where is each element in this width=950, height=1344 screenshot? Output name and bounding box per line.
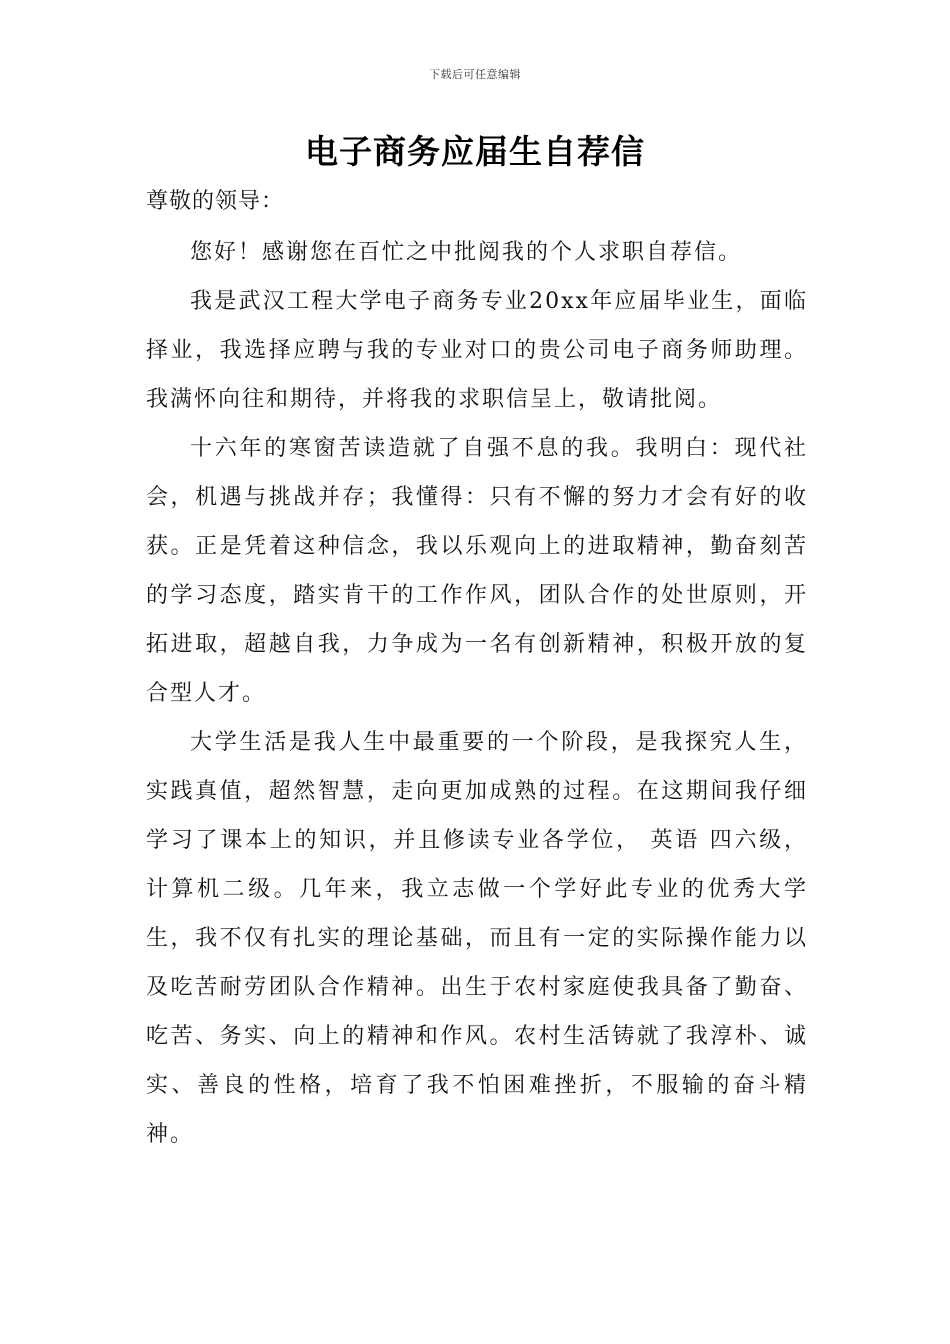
paragraph-character: 十六年的寒窗苦读造就了自强不息的我。我明白：现代社会，机遇与挑战并存；我懂得：只有不懈的努力才会有好的收获。正是凭着这种信念，我以乐观向上的进取精神，勤奋刻苦的学习态度，踏实肯干的工作作风，团队合作的处世原则，开拓进取，超越自我，力争成为一名有创新精神，积极开放的复合型人才。 [146,436,808,706]
paragraph-university: 大学生活是我人生中最重要的一个阶段，是我探究人生，实践真值，超然智慧，走向更加成熟的过程。在这期间我仔细学习了课本上的知识，并且修读专业各学位， 英语 四六级，计算机二级。几年来，我立志做一个学好此专业的优秀大学生，我不仅有扎实的理论基础，而且有一定的实际操作能力以及吃苦耐劳团队合作精神。出生于农村家庭使我具备了勤奋、吃苦、务实、向上的精神和作风。农村生活铸就了我淳朴、诚实、善良的性格，培育了我不怕困难挫折，不服输的奋斗精神。 [146,730,808,1147]
paragraph-greeting: 您好！感谢您在百忙之中批阅我的个人求职自荐信。 [190,240,743,265]
paragraph-introduction: 我是武汉工程大学电子商务专业20xx年应届毕业生，面临择业，我选择应聘与我的专业对口的贵公司电子商务师助理。我满怀向往和期待，并将我的求职信呈上，敬请批阅。 [146,289,808,412]
letter-body [146,228,808,1159]
page-title: 电子商务应届生自荐信 [305,132,645,171]
header-note: 下载后可任意编辑 [429,68,521,81]
salutation: 尊敬的领导： [146,189,285,214]
